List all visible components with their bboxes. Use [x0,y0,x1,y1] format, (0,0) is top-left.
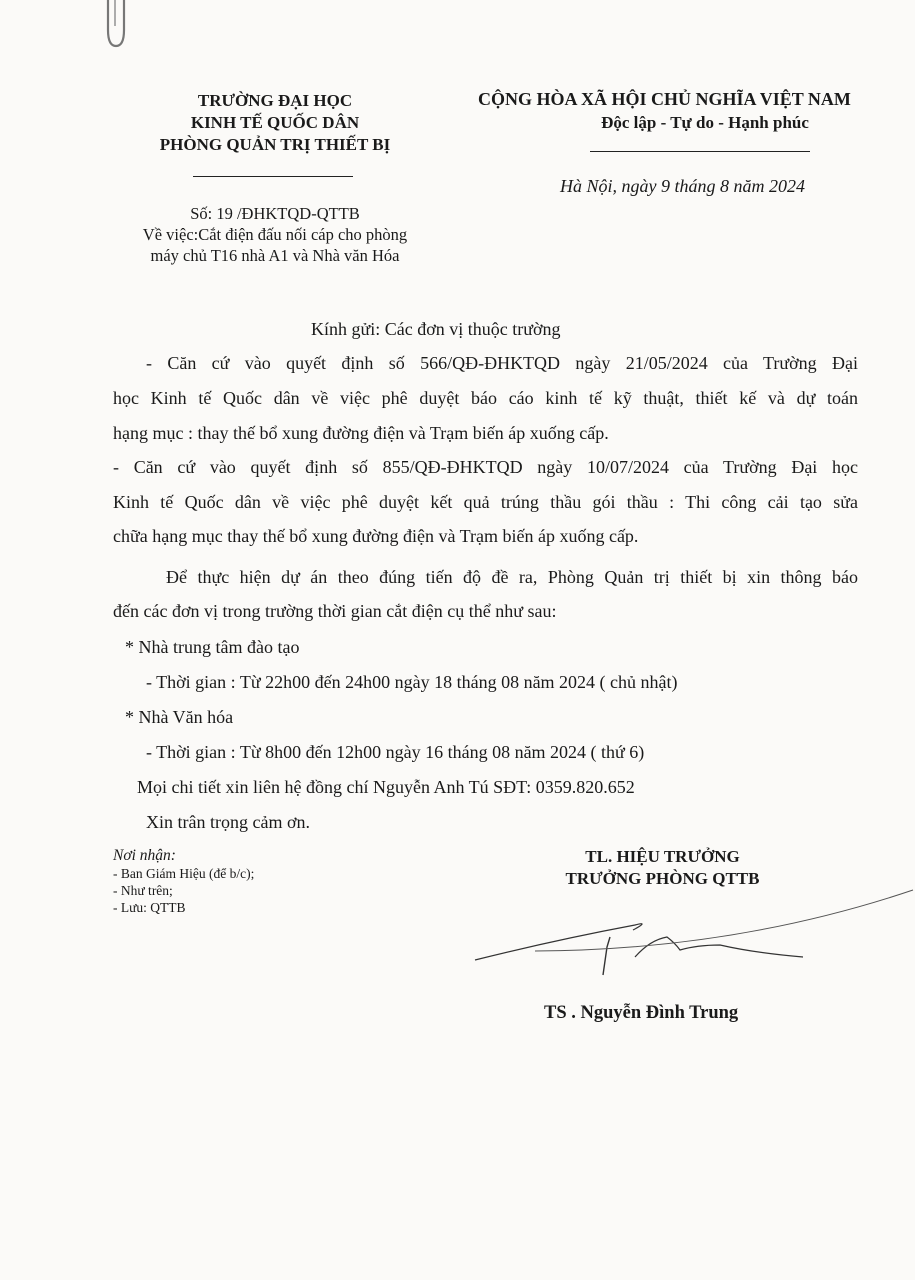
para1-line3: hạng mục : thay thế bổ xung đường điện và Trạm biến áp xuống cấp. [113,423,609,443]
contact-line: Mọi chi tiết xin liên hệ đồng chí Nguyễn Anh Tú SĐT: 0359.820.652 [137,777,635,797]
issuer-line2: KINH TẾ QUỐC DÂN [190,113,360,132]
signature-title [520,846,805,890]
national-motto: Độc lập - Tự do - Hạnh phúc [601,113,809,132]
para1-line2: học Kinh tế Quốc dân về việc phê duyệt báo cáo kinh tế kỹ thuật, thiết kế và dự toán [113,388,858,408]
signature-title-line1: TL. HIỆU TRƯỞNG [585,847,740,866]
recipients-heading: Nơi nhận: [113,847,176,864]
issuer-header [110,90,440,156]
schedule-item1-title: * Nhà trung tâm đào tạo [125,637,300,657]
issuer-line1: TRƯỜNG ĐẠI HỌC [197,91,353,110]
para3-line2: đến các đơn vị trong trường thời gian cắt điện cụ thể như sau: [113,601,557,621]
subject-line2: máy chủ T16 nhà A1 và Nhà văn Hóa [150,246,400,265]
para2-line3: chữa hạng mục thay thế bổ xung đường điện và Trạm biến áp xuống cấp. [113,526,639,546]
issuer-underline [193,176,353,177]
schedule-item2-time: - Thời gian : Từ 8h00 đến 12h00 ngày 16 tháng 08 năm 2024 ( thứ 6) [146,742,645,762]
schedule-item1-time: - Thời gian : Từ 22h00 đến 24h00 ngày 18 tháng 08 năm 2024 ( chủ nhật) [146,672,678,692]
para3-line1: Để thực hiện dự án theo đúng tiến độ đề ra, Phòng Quản trị thiết bị xin thông báo [166,567,858,587]
handwritten-signature [435,885,915,995]
para1-line1: - Căn cứ vào quyết định số 566/QĐ-ĐHKTQD ngày 21/05/2024 của Trường Đại [146,353,858,373]
signer-name: TS . Nguyễn Đình Trung [544,1003,739,1023]
recipients-item: - Như trên; [113,883,173,898]
issuer-line3: PHÒNG QUẢN TRỊ THIẾT BỊ [159,135,391,154]
place-date: Hà Nội, ngày 9 tháng 8 năm 2024 [560,176,805,196]
motto-underline [590,151,810,152]
recipient-line: Kính gửi: Các đơn vị thuộc trường [311,319,561,339]
para2-line1: - Căn cứ vào quyết định số 855/QĐ-ĐHKTQD ngày 10/07/2024 của Trường Đại học [113,457,858,477]
doc-number: Số: 19 /ĐHKTQD-QTTB [190,204,360,223]
para2-line2: Kinh tế Quốc dân về việc phê duyệt kết quả trúng thầu gói thầu : Thi công cải tạo sửa [113,492,858,512]
paperclip-icon [80,0,140,60]
subject-line1: Về việc:Cắt điện đấu nối cáp cho phòng [142,225,408,244]
recipients-item: - Ban Giám Hiệu (để b/c); [113,866,255,881]
recipients-block [113,847,254,916]
doc-meta [110,203,440,266]
signature-title-line2: TRƯỞNG PHÒNG QTTB [565,869,760,888]
schedule-item2-title: * Nhà Văn hóa [125,707,234,727]
recipients-item: - Lưu: QTTB [113,900,186,915]
national-title: CỘNG HÒA XÃ HỘI CHỦ NGHĨA VIỆT NAM [478,89,851,109]
closing-line: Xin trân trọng cảm ơn. [146,812,310,832]
